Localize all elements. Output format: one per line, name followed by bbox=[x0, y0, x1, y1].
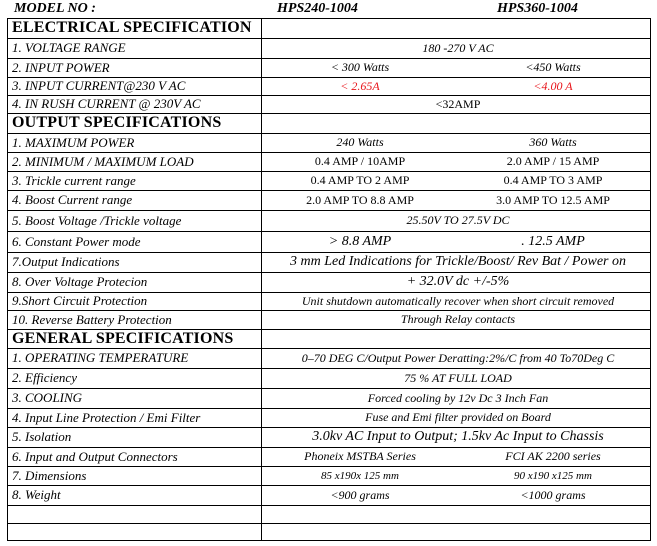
row-label: 5. Isolation bbox=[12, 429, 72, 444]
row-input-power bbox=[7, 58, 651, 77]
row-boost-range bbox=[7, 190, 651, 210]
row-value: 0–70 DEG C/Output Power Deratting:2%/C from 40 To70Deg C bbox=[301, 350, 615, 365]
row-label: 5. Boost Voltage /Trickle voltage bbox=[12, 212, 182, 228]
row-voltage-range bbox=[7, 38, 651, 58]
value-hps240: > 8.8 AMP bbox=[328, 233, 392, 249]
row-reverse-battery bbox=[7, 310, 651, 329]
row-cooling bbox=[7, 388, 651, 408]
row-min-max-load bbox=[7, 152, 651, 171]
section-output bbox=[7, 113, 651, 133]
row-label: 9.Short Circuit Protection bbox=[12, 293, 148, 308]
value-hps240: 240 Watts bbox=[336, 135, 384, 149]
model-header bbox=[0, 0, 657, 18]
row-label: 3. INPUT CURRENT@230 V AC bbox=[12, 78, 186, 93]
row-label: 2. Efficiency bbox=[12, 370, 77, 385]
row-label: 2. INPUT POWER bbox=[12, 59, 110, 75]
spec-table bbox=[7, 18, 651, 541]
row-value: <32AMP bbox=[435, 96, 481, 111]
row-boost-trickle-voltage bbox=[7, 210, 651, 231]
row-operating-temp bbox=[7, 348, 651, 368]
section-general bbox=[7, 329, 651, 348]
value-hps240: <900 grams bbox=[330, 487, 390, 502]
value-hps240: < 300 Watts bbox=[330, 60, 390, 74]
row-label: 8. Over Voltage Protecion bbox=[12, 274, 148, 289]
model-hps240: HPS240-1004 bbox=[277, 1, 358, 16]
row-value: 180 -270 V AC bbox=[422, 40, 494, 55]
row-label: 3. Trickle current range bbox=[12, 172, 136, 188]
row-label: 1. OPERATING TEMPERATURE bbox=[12, 350, 189, 365]
row-label: 4. IN RUSH CURRENT @ 230V AC bbox=[12, 96, 201, 111]
value-hps240: 0.4 AMP TO 2 AMP bbox=[310, 173, 410, 187]
value-hps360: <1000 grams bbox=[520, 487, 586, 502]
section-electrical bbox=[7, 18, 651, 38]
value-hps240: 2.0 AMP TO 8.8 AMP bbox=[306, 192, 414, 207]
row-value: 3 mm Led Indications for Trickle/Boost/ Rev Bat / Power on bbox=[290, 254, 626, 269]
value-hps240: Phoneix MSTBA Series bbox=[304, 449, 416, 463]
row-value: Through Relay contacts bbox=[400, 312, 516, 326]
row-value: 3.0kv AC Input to Output; 1.5kv Ac Input to Chassis bbox=[312, 429, 604, 444]
row-short-circuit bbox=[7, 292, 651, 310]
value-hps240: 0.4 AMP / 10AMP bbox=[314, 154, 406, 168]
row-label: 7.Output Indications bbox=[12, 254, 120, 269]
row-value: 25.50V TO 27.5V DC bbox=[406, 213, 510, 227]
row-trickle-range bbox=[7, 171, 651, 190]
value-hps360: 3.0 AMP TO 12.5 AMP bbox=[496, 192, 610, 207]
model-label: MODEL NO : bbox=[14, 1, 96, 16]
row-label: 6. Input and Output Connectors bbox=[12, 448, 178, 464]
row-label: 4. Boost Current range bbox=[12, 192, 133, 207]
row-label: 1. MAXIMUM POWER bbox=[12, 134, 135, 150]
row-max-power bbox=[7, 133, 651, 152]
row-value: 75 % AT FULL LOAD bbox=[404, 370, 512, 385]
row-label: 2. MINIMUM / MAXIMUM LOAD bbox=[12, 153, 194, 169]
section-title: GENERAL SPECIFICATIONS bbox=[12, 329, 234, 347]
row-label: 7. Dimensions bbox=[12, 467, 87, 483]
row-value: Forced cooling by 12v Dc 3 Inch Fan bbox=[367, 390, 549, 405]
row-constant-power bbox=[7, 231, 651, 252]
row-efficiency bbox=[7, 368, 651, 388]
value-hps360: 90 x190 x125 mm bbox=[514, 469, 592, 482]
row-isolation bbox=[7, 427, 651, 447]
value-hps360: <4.00 A bbox=[533, 78, 573, 93]
row-label: 3. COOLING bbox=[12, 390, 83, 405]
value-hps360: 360 Watts bbox=[529, 135, 577, 149]
section-title: ELECTRICAL SPECIFICATION bbox=[12, 19, 252, 36]
model-hps360: HPS360-1004 bbox=[497, 1, 578, 16]
row-input-current bbox=[7, 77, 651, 95]
row-value: + 32.0V dc +/-5% bbox=[406, 274, 510, 289]
value-hps360: 0.4 AMP TO 3 AMP bbox=[503, 173, 603, 187]
row-inrush-current bbox=[7, 95, 651, 113]
row-value: Unit shutdown automatically recover when short circuit removed bbox=[301, 293, 615, 308]
row-value: Fuse and Emi filter provided on Board bbox=[365, 410, 551, 424]
empty-row bbox=[7, 505, 651, 523]
value-hps240: 85 x190x 125 mm bbox=[321, 469, 399, 482]
row-label: 4. Input Line Protection / Emi Filter bbox=[12, 409, 201, 425]
value-hps360: . 12.5 AMP bbox=[521, 233, 585, 249]
row-label: 10. Reverse Battery Protection bbox=[12, 311, 172, 327]
row-label: 6. Constant Power mode bbox=[12, 233, 141, 249]
section-title: OUTPUT SPECIFICATIONS bbox=[12, 114, 222, 131]
row-label: 8. Weight bbox=[12, 487, 61, 502]
row-over-voltage bbox=[7, 272, 651, 292]
row-weight bbox=[7, 485, 651, 505]
row-label: 1. VOLTAGE RANGE bbox=[12, 40, 126, 55]
value-hps360: <450 Watts bbox=[525, 60, 581, 74]
row-connectors bbox=[7, 447, 651, 466]
row-output-indications bbox=[7, 252, 651, 272]
row-input-line-protection bbox=[7, 408, 651, 427]
value-hps360: 2.0 AMP / 15 AMP bbox=[506, 154, 600, 168]
value-hps360: FCI AK 2200 series bbox=[505, 449, 601, 463]
empty-row bbox=[7, 523, 651, 540]
value-hps240: < 2.65A bbox=[340, 78, 380, 93]
row-dimensions bbox=[7, 466, 651, 485]
